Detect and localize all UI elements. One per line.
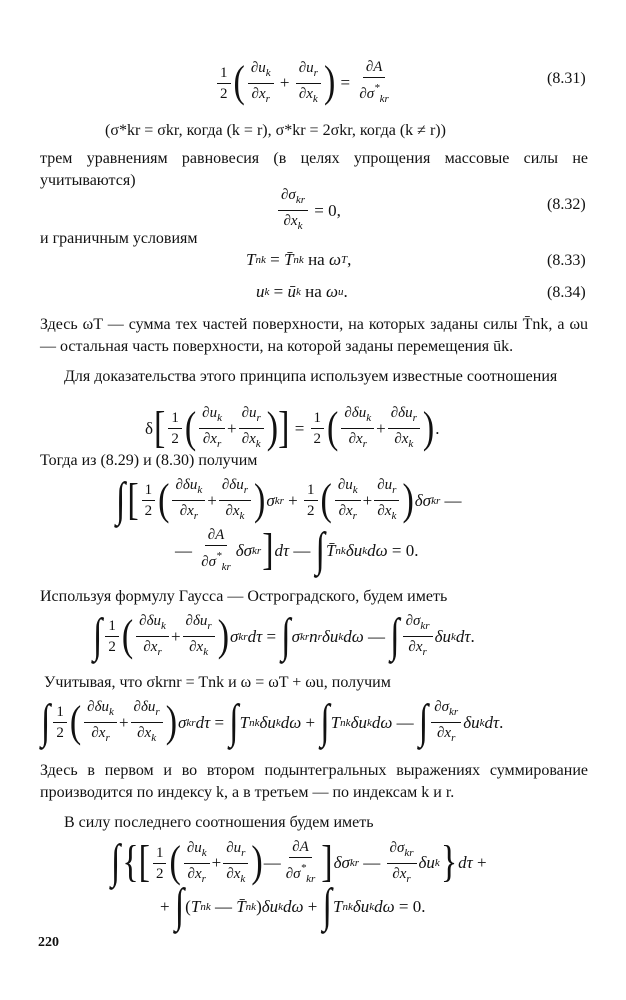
paragraph: В силу последнего соотношения будем иметь bbox=[64, 814, 374, 831]
paragraph: и граничным условиям bbox=[40, 230, 198, 247]
equation-number: (8.31) bbox=[547, 70, 586, 87]
equation-condition: (σ*kr = σkr, когда (k = r), σ*kr = 2σkr, когда (k ≠ r)) bbox=[105, 122, 446, 139]
equation-number: (8.33) bbox=[547, 252, 586, 269]
equation-variation: δ [ $\frac{1}{2}$ ( $\frac{\partial u_k}{\partial x_r}$ + $\frac{\partial u_r}{\partial x_k}$ )] = $\frac{1}{2}$ ( $\frac{\partial\delta u_k}{\partial x_r}$ + $\frac{\partial\delta u_r}{\partial x_k}$ ) . bbox=[145, 403, 440, 452]
equation-8-31: $\frac{1}{2}$ ( $\frac{\partial u_k}{\partial x_r}$ + $\frac{\partial u_r}{\partial x_k}$ ) = $\frac{\partial A}{\partial\sigma^*_{kr}}$ bbox=[215, 58, 394, 108]
equation-number: (8.32) bbox=[547, 196, 586, 213]
equation-integral-line-1: ∫ [ $\frac{1}{2}$ ( $\frac{\partial\delta u_k}{\partial x_r}$ + $\frac{\partial\delta u_r}{\partial x_k}$ ) σ kr + $\frac{1}{2}$ ( $\frac{\partial u_k}{\partial x_r}$ + $\frac{\partial u_r}{\partial x_k}$ ) δσ kr — bbox=[116, 473, 462, 526]
equation-gauss: ∫ $\frac{1}{2}$ ( $\frac{\partial\delta u_k}{\partial x_r}$ + $\frac{\partial\delta u_r}{\partial x_k}$ ) σ kr dτ = ∫ σ kr n r δu k dω — ∫ $\frac{\partial\sigma_{kr}}{\partial x_r}$ δu k dτ . bbox=[93, 609, 475, 662]
equation-8-32: $\frac{\partial\sigma_{kr}}{\partial x_k}$ = 0, bbox=[276, 186, 341, 235]
equation-integral-line-2: — $\frac{\partial A}{\partial\sigma^*_{kr}}$ δσ kr ] dτ — ∫ T̄ nk δu k dω = 0. bbox=[175, 524, 419, 577]
page-number: 220 bbox=[38, 935, 59, 950]
equation-number: (8.34) bbox=[547, 284, 586, 301]
paragraph: Тогда из (8.29) и (8.30) получим bbox=[40, 452, 258, 469]
paragraph: трем уравнениям равновесия (в целях упрощения массовые силы не учитываются) bbox=[40, 150, 588, 189]
paragraph: Учитывая, что σkrnr = Tnk и ω = ωT + ωu, получим bbox=[44, 674, 391, 691]
equation-8-34: u k = ū k на ω u . bbox=[256, 282, 348, 301]
paragraph: Здесь ωT — сумма тех частей поверхности, на которых заданы силы T̄nk, а ωu — остальная часть поверхности, на которой заданы перемещения ūk. bbox=[40, 316, 588, 355]
equation-final-line-1: ∫ {[ $\frac{1}{2}$ ( $\frac{\partial u_k}{\partial x_r}$ + $\frac{\partial u_r}{\partial x_k}$ ) — $\frac{\partial A}{\partial\sigma^*_{kr}}$ ] δσ kr — $\frac{\partial\sigma_{kr}}{\partial x_r}$ δu k } dτ + bbox=[111, 836, 487, 889]
paragraph: Для доказательства этого принципа используем известные соотношения bbox=[64, 368, 558, 385]
equation-8-33: T nk = T̄ nk на ω T , bbox=[246, 250, 352, 269]
paragraph: Здесь в первом и во втором подынтегральных выражениях суммирование производится по индексу k, а в третьем — по индексам k и r. bbox=[40, 762, 588, 801]
equation-final-line-2: + ∫ ( T nk — T̄ nk ) δu k dω + ∫ T nk δu k dω = 0. bbox=[160, 880, 426, 933]
equation-combined: ∫ $\frac{1}{2}$ ( $\frac{\partial\delta u_k}{\partial x_r}$ + $\frac{\partial\delta u_r}{\partial x_k}$ ) σ kr dτ = ∫ T nk δu k dω + ∫ T nk δu k dω — ∫ $\frac{\partial\sigma_{kr}}{\partial x_r}$ δu k dτ . bbox=[41, 695, 504, 748]
paragraph: Используя формулу Гаусса — Остроградского, будем иметь bbox=[40, 588, 448, 605]
